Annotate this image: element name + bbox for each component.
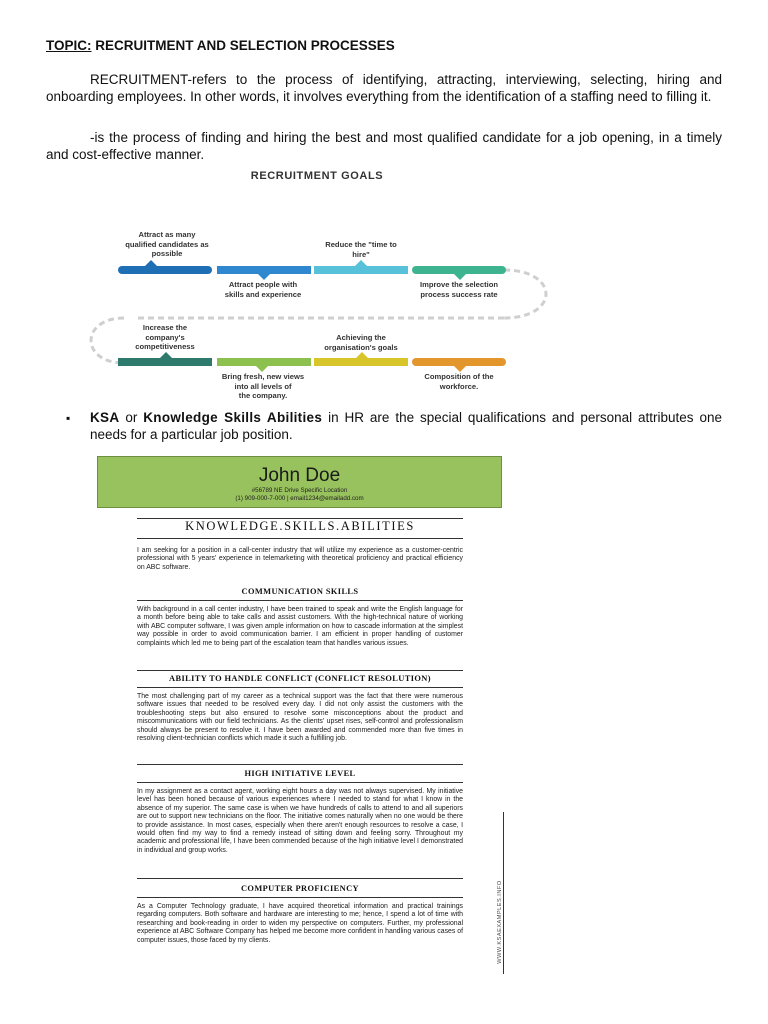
resume-section-text: In my assignment as a contact agent, working eight hours a day was not always supervised. My initiative level has been honed because of various experiences where I needed to stand for what I know in the absence of my superior. The same case is when we have hundreds of calls to attend to and all superiors are out to support new technicians on the floor. The initiative comes naturally when no one would be there to provide assistance. In most cases, especially when there aren't enough resources to resolve a case, I would often find my way to find a remedy instead of sitting down and feeling sorry. Throughout my academic and professional life, I have been commended because of the high initiative level I demonstrated in individual and group works. <box>137 788 463 854</box>
bullet-icon: ▪ <box>66 411 71 425</box>
divider <box>137 782 463 783</box>
divider <box>137 600 463 601</box>
watermark-text: WWW.KSAEXAMPLES.INFO <box>497 880 503 964</box>
resume-section-heading: COMPUTER PROFICIENCY <box>240 884 360 893</box>
ksa-resume-sample <box>97 456 502 976</box>
resume-section-heading: ABILITY TO HANDLE CONFLICT (CONFLICT RESOLUTION) <box>169 674 431 683</box>
goal-label-7: Achieving the organisation's goals <box>324 333 398 352</box>
goal-label-8: Composition of the workforce. <box>424 372 494 391</box>
recruitment-goals-infographic <box>90 168 550 408</box>
ksa-definition: KSA or Knowledge Skills Abilities in HR are the special qualifications and personal attributes one needs for a particular job position. <box>90 410 722 442</box>
goal-segment-6 <box>217 358 311 366</box>
resume-section-text: With background in a call center industry, I have been trained to speak and write the English language for a month before being able to take calls and assist customers. With the high-technical nature of working with ABC computer software, I was given ample information on how to cascade information at the simplest way possible in order to avoid communication barrier. I am efficient in proper handling of customer complaints which led me to being part of the escalation team that handles various issues. <box>137 606 463 647</box>
goal-segment-7 <box>314 358 408 366</box>
goal-label-1: Attract as many qualified candidates as possible <box>125 230 209 258</box>
goal-label-3: Reduce the "time to hire" <box>325 240 397 259</box>
goal-segment-4 <box>412 266 506 274</box>
goal-segment-8 <box>412 358 506 366</box>
divider <box>137 764 463 765</box>
divider <box>137 897 463 898</box>
goal-label-5: Increase the company's competitiveness <box>135 323 195 351</box>
goal-segment-3 <box>314 266 408 274</box>
goal-segment-1 <box>118 266 212 274</box>
recruitment-definition: RECRUITMENT-refers to the process of identifying, attracting, interviewing, selecting, hiring and onboarding employees. In other words, it involves everything from the identification of a staffing need to filling it. <box>46 72 722 104</box>
topic-label: TOPIC: <box>46 38 92 53</box>
ksa-term: KSA <box>90 410 120 425</box>
goal-segment-2 <box>217 266 311 274</box>
resume-address: #56789 NE Drive Specific Location <box>251 487 348 494</box>
resume-section-heading: HIGH INITIATIVE LEVEL <box>244 769 356 778</box>
topic-heading <box>46 38 395 53</box>
divider <box>137 878 463 879</box>
resume-name: John Doe <box>258 465 341 486</box>
resume-section-text: The most challenging part of my career as a technical support was the fact that there were numerous software issues that needed to be resolved every day. I did not only assist the customers with the troubleshooting steps but also ensured to resolve some misconceptions about the product and miscommunications with our field technicians. As the clients' upset rises, self-control and professionalism should always be present to resolve it. I have been awarded and commended more than five times in resolving client-technician conflicts which made it such a fulfilling job. <box>137 693 463 743</box>
resume-section-heading: COMMUNICATION SKILLS <box>241 587 359 596</box>
goal-label-4: Improve the selection process success rate <box>419 280 499 299</box>
recruitment-goals-title: RECRUITMENT GOALS <box>250 170 384 182</box>
ksa-full-term: Knowledge Skills Abilities <box>143 410 323 425</box>
goal-label-2: Attract people with skills and experience <box>224 280 302 299</box>
divider <box>137 687 463 688</box>
goal-segment-5 <box>118 358 212 366</box>
divider <box>137 670 463 671</box>
topic-title: RECRUITMENT AND SELECTION PROCESSES <box>95 38 395 53</box>
divider <box>137 538 463 539</box>
goal-label-6: Bring fresh, new views into all levels of the company. <box>221 372 305 400</box>
watermark <box>494 875 504 975</box>
resume-intro: I am seeking for a position in a call-center industry that will utilize my experience as a customer-centric professional with 5 years' experience in telemarketing with theoretical proficiency and practical efficiency on ABC software. <box>137 547 463 571</box>
resume-section-text: As a Computer Technology graduate, I have acquired theoretical information and practical trainings regarding computers. Both software and hardware are interesting to me; hence, I spend a lot of time with researching and book-reading in order to widen my perspective on computers. Further, my professional experience at ABC Software Company has helped me become more confident in handling various cases of computer issues, those faced by my clients. <box>137 903 463 944</box>
recruitment-definition-2: -is the process of finding and hiring the best and most qualified candidate for a job opening, in a timely and cost-effective manner. <box>46 130 722 162</box>
resume-title: KNOWLEDGE.SKILLS.ABILITIES <box>185 519 415 533</box>
resume-header <box>97 456 502 508</box>
resume-contact: (1) 909-000-7-000 | email1234@emailadd.com <box>235 494 364 502</box>
